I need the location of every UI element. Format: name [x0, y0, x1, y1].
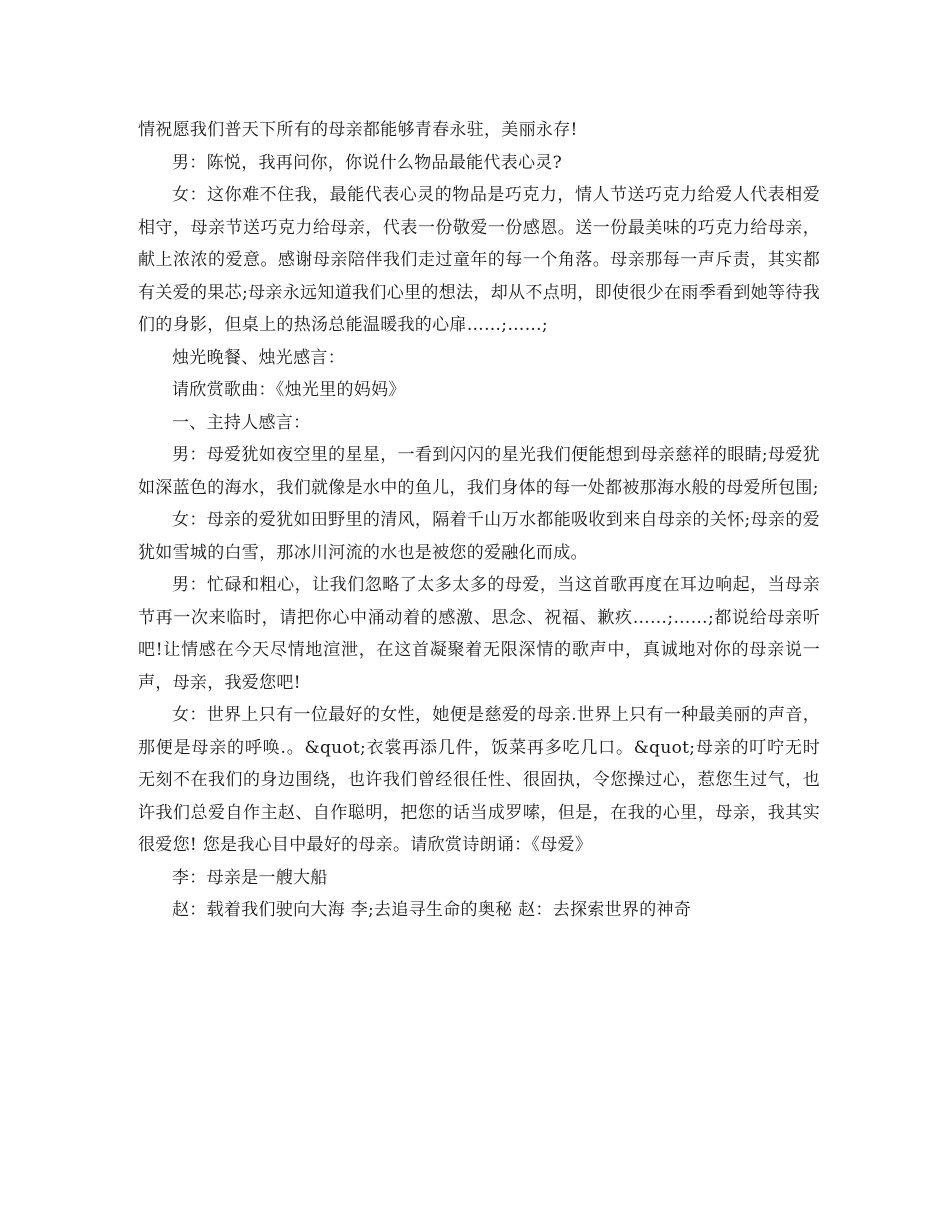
- paragraph: 李：母亲是一艘大船: [172, 867, 328, 888]
- paragraph: 请欣赏歌曲：《烛光里的妈妈》: [172, 380, 406, 400]
- paragraph: 赵：载着我们驶向大海 李;去追寻生命的奥秘 赵：去探索世界的神奇: [172, 900, 692, 920]
- paragraph: 女：这你难不住我，最能代表心灵的物品是巧克力，情人节送巧克力给爱人代表相爱相守，母亲节送巧克力给母亲，代表一份敬爱一份感恩。送一份最美味的巧克力给母亲，献上浓浓的爱意。感谢母亲陪伴我们走过童年的每一个角落。母亲那每一声斥责，其实都有关爱的果芯;母亲永远知道我们心里的想法，却从不点明，即使很少在雨季看到她等待我们的身影，但桌上的热汤总能温暖我的心扉……;……;: [138, 185, 820, 335]
- paragraph: 男：忙碌和粗心，让我们忽略了太多太多的母爱，当这首歌再度在耳边响起，当母亲节再一次来临时，请把你心中涌动着的感激、思念、祝福、歉疚……;……;都说给母亲听吧!让情感在今天尽情地渲泄，在这首凝聚着无限深情的歌声中，真诚地对你的母亲说一声，母亲，我爱您吧!: [138, 575, 820, 693]
- paragraph: 男：母爱犹如夜空里的星星，一看到闪闪的星光我们便能想到母亲慈祥的眼睛;母爱犹如深蓝色的海水，我们就像是水中的鱼儿，我们身体的每一处都被那海水般的母爱所包围;: [138, 445, 820, 498]
- paragraph: 情祝愿我们普天下所有的母亲都能够青春永驻，美丽永存!: [138, 120, 578, 140]
- paragraph: 女：母亲的爱犹如田野里的清风，隔着千山万水都能吸收到来自母亲的关怀;母亲的爱犹如雪城的白雪，那冰川河流的水也是被您的爱融化而成。: [138, 510, 820, 563]
- paragraph: 男：陈悦，我再问你，你说什么物品最能代表心灵?: [172, 152, 563, 173]
- paragraph: 烛光晚餐、烛光感言：: [172, 347, 345, 368]
- paragraph: 女：世界上只有一位最好的女性，她便是慈爱的母亲.世界上只有一种最美丽的声音，那便是母亲的呼唤.。&quot;衣裳再添几件，饭菜再多吃几口。&quot;母亲的叮咛无时无刻不在我们的身边围绕，也许我们曾经很任性、很固执，令您操过心，惹您生过气，也许我们总爱自作主赵、自作聪明，把您的话当成罗嗦，但是，在我的心里，母亲，我其实很爱您! 您是我心目中最好的母亲。请欣赏诗朗诵：《母爱》: [138, 705, 820, 855]
- document-body: [138, 114, 820, 927]
- section-heading: 一、主持人感言：: [172, 412, 311, 433]
